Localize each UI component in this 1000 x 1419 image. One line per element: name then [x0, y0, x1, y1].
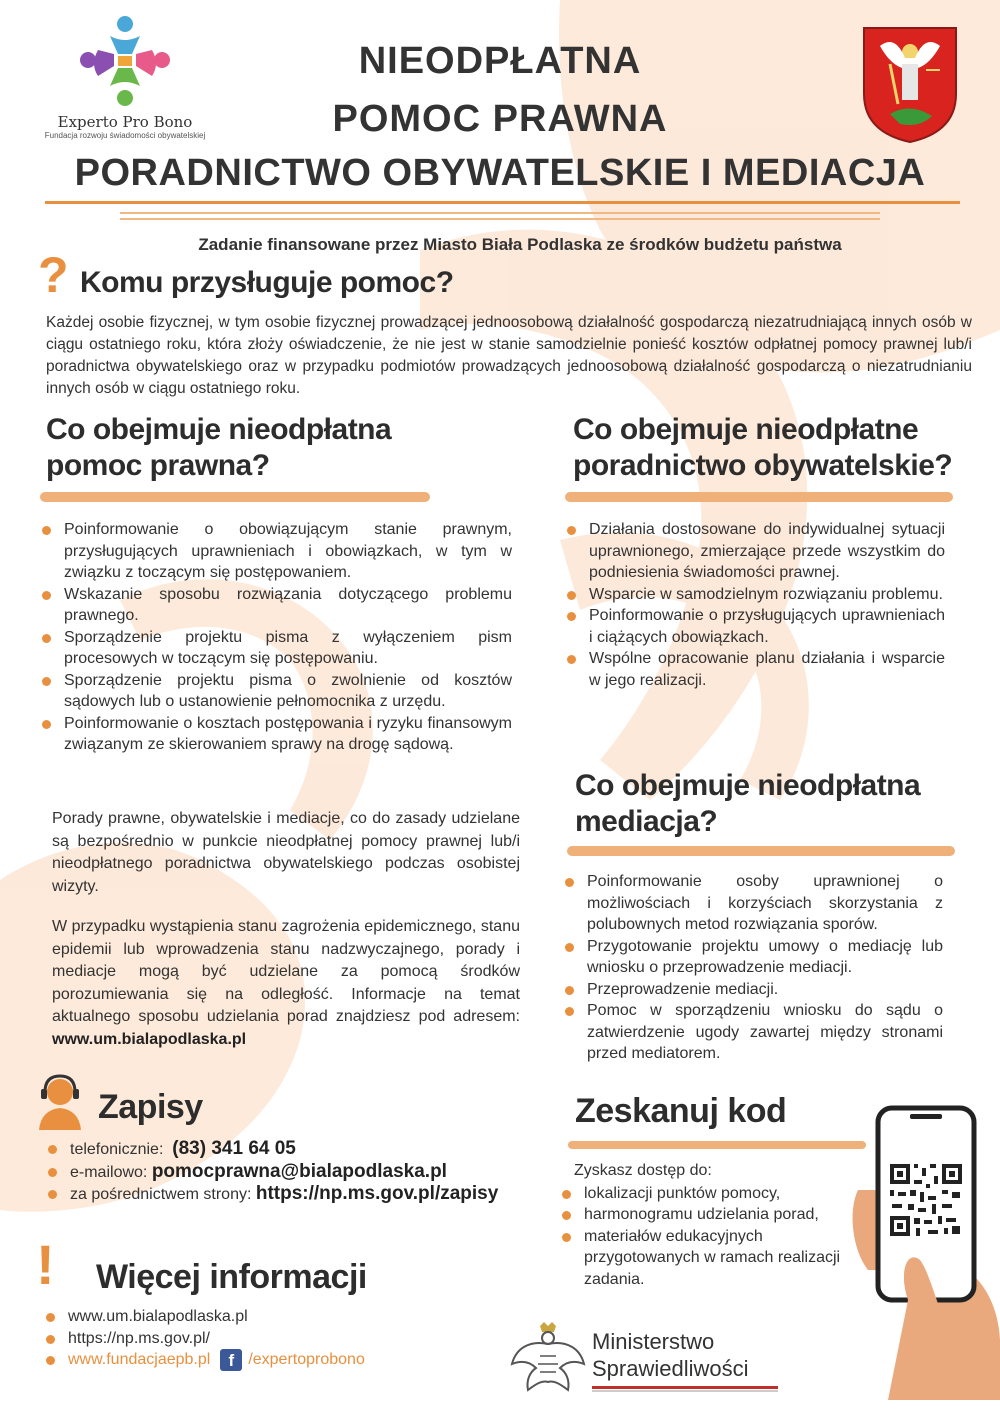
logo-name: Experto Pro Bono: [57, 113, 193, 131]
headset-person-icon: [35, 1072, 85, 1132]
pomoc-prawna-list: [40, 519, 512, 756]
list-item: Poinformowanie osoby uprawnionej o możliwościach i korzyściach skorzystania z polubownych metod rozwiązania sporów.: [563, 871, 943, 936]
section-underline-bar: [568, 1141, 866, 1149]
qr-code-icon[interactable]: [888, 1162, 964, 1238]
phone-number[interactable]: (83) 341 64 05: [172, 1138, 296, 1159]
logo-tagline: Fundacja rozwoju świadomości obywatelskiej: [44, 131, 206, 140]
list-item: Sporządzenie projektu pisma z wyłączeniem pism procesowych w toczącym się postępowaniu.: [40, 627, 512, 670]
list-item: Przygotowanie projektu umowy o mediację lub wniosku o przeprowadzenie mediacji.: [563, 936, 943, 979]
list-item: [44, 1328, 504, 1350]
in-person-paragraph: Porady prawne, obywatelskie i mediacje, co do zasady udzielane są bezpośrednio w punkcie nieodpłatnej pomocy prawnej lub/i nieodpłatnego poradnictwa obywatelskiego podczas osobistej wizyty.: [52, 810, 520, 895]
scan-benefits: [560, 1160, 860, 1290]
registration-link[interactable]: https://np.ms.gov.pl/zapisy: [255, 1183, 499, 1204]
section-title-zeskanuj: Zeskanuj kod: [575, 1092, 787, 1130]
facebook-link[interactable]: /expertoprobono: [248, 1351, 365, 1369]
list-item: [44, 1349, 504, 1371]
hand-holding-phone-illustration: [848, 1100, 1000, 1400]
ministry-name-line2: Sprawiedliwości: [592, 1356, 749, 1381]
question-mark-icon: ?: [38, 247, 69, 303]
list-item: Wspólne opracowanie planu działania i wsparcie w jego realizacji.: [565, 648, 945, 691]
section-underline-bar: [565, 492, 953, 502]
list-item: Pomoc w sporządzeniu wniosku do sądu o zatwierdzenie ugody zawartej między stronami przed mediatorem.: [563, 1000, 943, 1065]
list-item: Wsparcie w samodzielnym rozwiązaniu problemu.: [565, 584, 945, 606]
section-underline-bar: [40, 492, 430, 502]
ministry-of-justice-logo: [510, 1320, 790, 1400]
phone-item: [46, 1138, 546, 1161]
facebook-icon[interactable]: f: [220, 1349, 242, 1371]
list-item: materiałów edukacyjnych przygotowanych w ramach realizacji zadania.: [560, 1226, 860, 1291]
header-divider-thin: [120, 212, 880, 214]
remote-paragraph-text: W przypadku wystąpienia stanu zagrożenia epidemicznego, stanu epidemii lub wprowadzenia stanu nadzwyczajnego, porady i mediacje mogą być udzielane za pomocą środków porozumiewania się na odległość. Informacje na temat aktualnego sposobu udzielania porad znajdziesz pod adresem:: [52, 918, 520, 1025]
list-item: Wskazanie sposobu rozwiązania dotyczącego problemu prawnego.: [40, 584, 512, 627]
list-item: Sporządzenie projektu pisma o zwolnienie od kosztów sądowych lub o ustanowienie pełnomocnika z urzędu.: [40, 670, 512, 713]
polish-eagle-icon: [510, 1320, 586, 1398]
section-title-wiecej: Więcej informacji: [96, 1258, 367, 1296]
list-item: lokalizacji punktów pomocy,: [560, 1183, 860, 1205]
mediacja-list: [563, 871, 943, 1065]
city-website-link[interactable]: www.um.bialapodlaska.pl: [68, 1308, 248, 1325]
ministry-website-link[interactable]: https://np.ms.gov.pl/: [68, 1329, 210, 1347]
list-item: [44, 1306, 504, 1328]
more-info-list: [44, 1306, 504, 1371]
title-line-3: PORADNICTWO OBYWATELSKIE I MEDIACJA: [74, 152, 926, 194]
ministry-name: [592, 1328, 749, 1382]
web-item: [46, 1183, 546, 1206]
ministry-name-line1: Ministerstwo: [592, 1329, 715, 1354]
section-title-komu: Komu przysługuje pomoc?: [80, 266, 454, 299]
phone-label: telefonicznie:: [70, 1141, 164, 1158]
header-divider: [45, 201, 960, 204]
scan-intro: Zyskasz dostęp do:: [574, 1162, 712, 1179]
foundation-website-link[interactable]: www.fundacjaepb.pl: [68, 1351, 211, 1369]
poradnictwo-list: [565, 519, 945, 691]
section-title-poradnictwo: Co obejmuje nieodpłatne poradnictwo obywatelskie?: [573, 413, 953, 482]
email-item: [46, 1161, 546, 1184]
zapisy-contact-list: [46, 1138, 546, 1206]
section-title-mediacja: Co obejmuje nieodpłatna mediacja?: [575, 769, 921, 838]
title-line-1: NIEODPŁATNA: [358, 40, 642, 82]
web-label: za pośrednictwem strony:: [70, 1186, 252, 1203]
title-line-2: POMOC PRAWNA: [332, 98, 668, 140]
list-item: Poinformowanie o przysługujących uprawnieniach i ciążących obowiązkach.: [565, 605, 945, 648]
funding-note: Zadanie finansowane przez Miasto Biała Podlaska ze środków budżetu państwa: [198, 235, 842, 254]
section-text-komu: Każdej osobie fizycznej, w tym osobie fizycznej prowadzącej jednoosobową działalność gospodarczą niezatrudniającą innych osób w ciągu ostatniego roku, która złoży oświadczenie, że nie jest w stanie samodzielnie ponieść kosztów odpłatnej pomocy prawnej lub/i poradnictwa obywatelskiego oraz w przypadku podmiotów prowadzących jednoosobową działalność gospodarczą o niezatrudnianiu innych osób w ciągu ostatniego roku.: [46, 314, 972, 397]
list-item: Przeprowadzenie mediacji.: [563, 979, 943, 1001]
section-underline-bar: [567, 846, 955, 856]
email-link[interactable]: pomocprawna@bialapodlaska.pl: [151, 1160, 447, 1182]
list-item: harmonogramu udzielania porad,: [560, 1204, 860, 1226]
scan-benefits-list: [560, 1183, 860, 1291]
list-item: Poinformowanie o kosztach postępowania i ryzyku finansowym związanym ze skierowaniem sprawy na drogę sądową.: [40, 713, 512, 756]
exclamation-icon: !: [36, 1233, 55, 1296]
list-item: Działania dostosowane do indywidualnej sytuacji uprawnionego, zmierzające przede wszystkim do podniesienia świadomości prawnej.: [565, 519, 945, 584]
list-item: Poinformowanie o obowiązującym stanie prawnym, przysługujących uprawnieniach i obowiązkach, w tym w związku z toczącym się postępowaniem.: [40, 519, 512, 584]
header-divider-thin: [120, 218, 880, 220]
ministry-grey-rule: [592, 1390, 778, 1392]
ministry-red-rule: [592, 1386, 778, 1389]
section-title-pomoc-prawna: Co obejmuje nieodpłatna pomoc prawna?: [46, 413, 392, 482]
email-label: e-mailowo:: [70, 1163, 148, 1181]
section-title-zapisy: Zapisy: [98, 1088, 203, 1126]
remote-paragraph: [52, 916, 520, 1051]
city-coat-of-arms-icon: [860, 24, 960, 144]
info-link[interactable]: www.um.bialapodlaska.pl: [52, 1030, 247, 1048]
